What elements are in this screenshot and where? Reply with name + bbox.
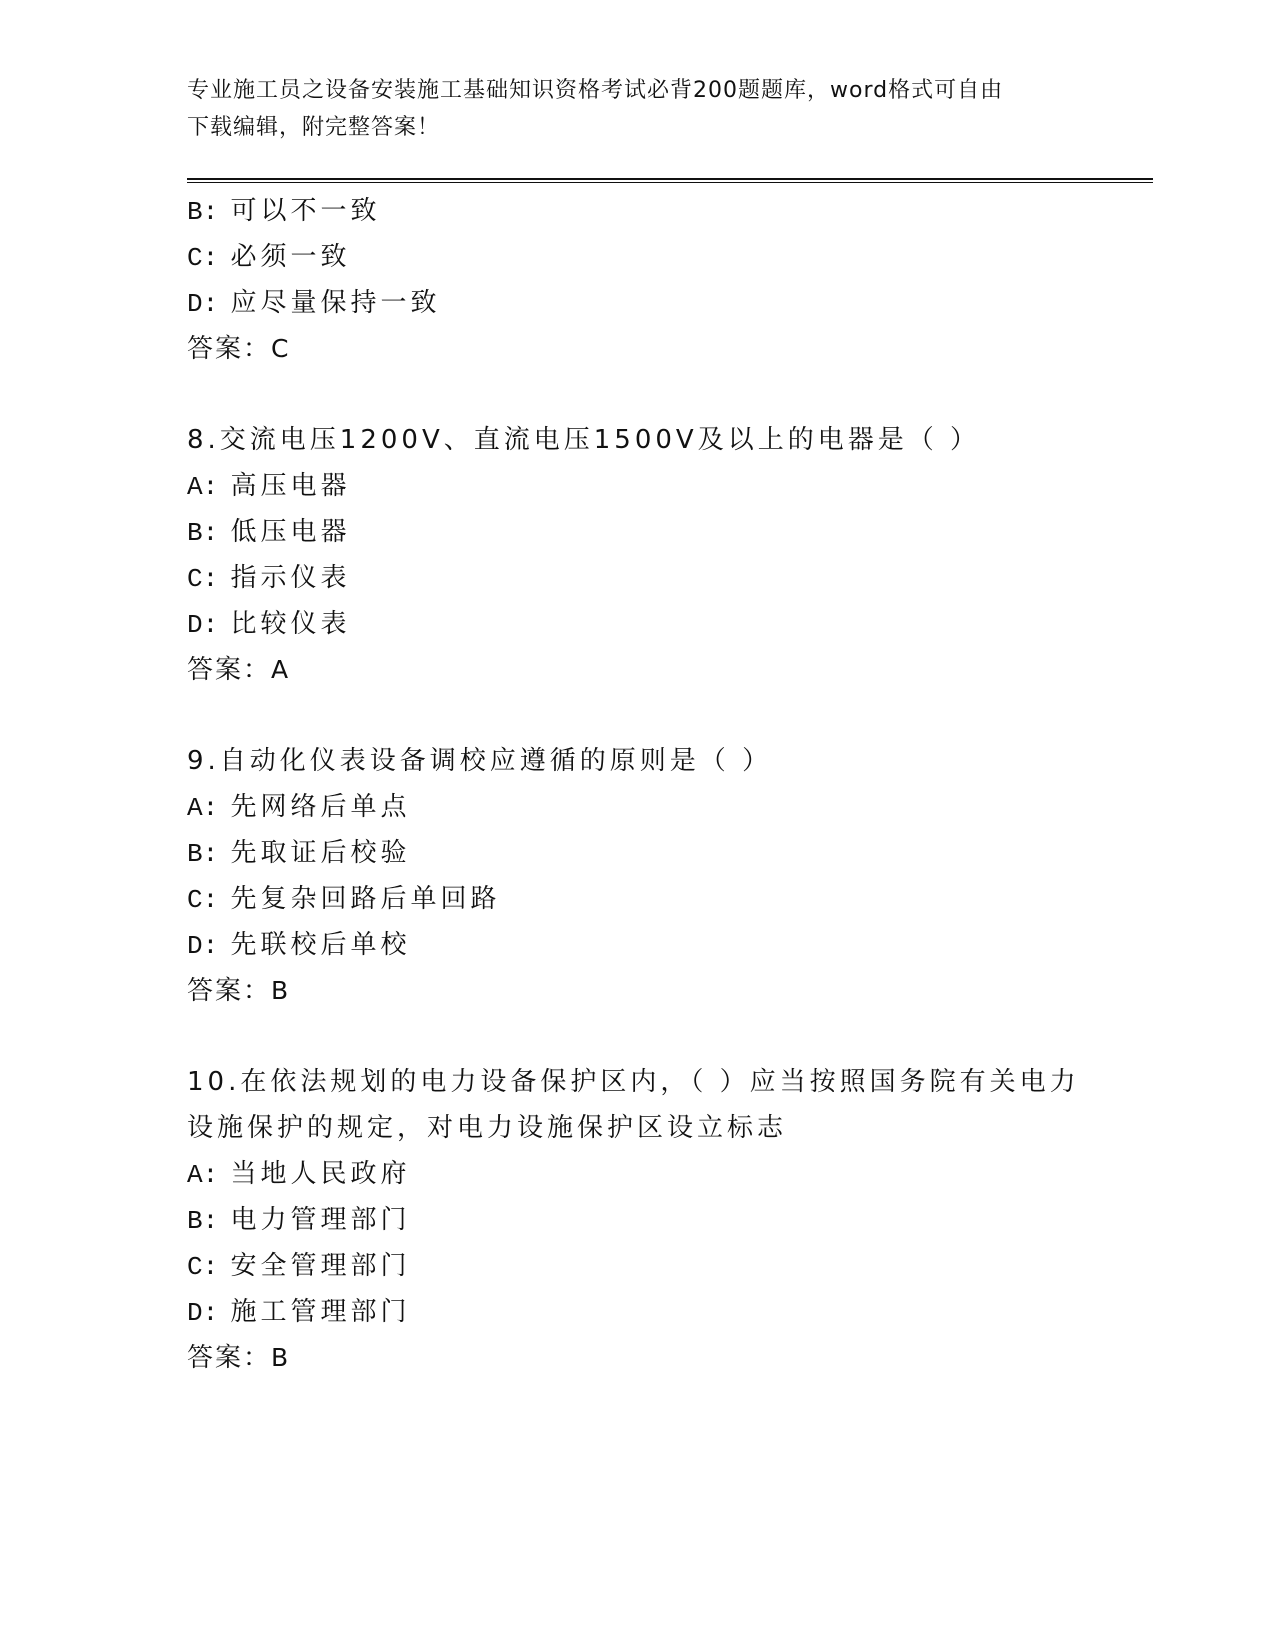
question-stem: 9.自动化仪表设备调校应遵循的原则是（ ）	[187, 746, 773, 776]
option-d: D: 施工管理部门	[187, 1297, 411, 1328]
option-d: D: 应尽量保持一致	[187, 288, 441, 319]
answer-line	[187, 326, 1153, 372]
option-text: 低压电器	[230, 517, 351, 547]
header-rule-thin	[187, 182, 1153, 183]
answer-value: C	[271, 334, 291, 363]
option-text: 指示仪表	[230, 563, 351, 593]
question-9	[187, 738, 1153, 1014]
header-line-2: 下载编辑，附完整答案！	[187, 115, 441, 140]
option-text: 先复杂回路后单回路	[230, 884, 501, 914]
question-stem-line-2: 设施保护的规定，对电力设施保护区设立标志	[187, 1113, 788, 1143]
question-8	[187, 417, 1153, 693]
option-text: 先联校后单校	[230, 930, 411, 960]
question-10	[187, 1059, 1153, 1381]
option-b: B: 可以不一致	[187, 196, 381, 227]
answer-label: 答案：	[187, 334, 272, 364]
answer-line	[187, 1335, 1153, 1381]
option-text: 高压电器	[230, 471, 351, 501]
option-b: B: 先取证后校验	[187, 838, 411, 869]
header-line-1: 专业施工员之设备安装施工基础知识资格考试必背200题题库，word格式可自由	[187, 78, 1004, 103]
question-stem-line-1: 10.在依法规划的电力设备保护区内，（ ）应当按照国务院有关电力	[187, 1067, 1080, 1097]
answer-line	[187, 968, 1153, 1014]
option-text: 比较仪表	[230, 609, 351, 639]
option-text: 必须一致	[230, 242, 351, 272]
option-text: 当地人民政府	[230, 1159, 411, 1189]
option-c: C: 安全管理部门	[187, 1251, 411, 1282]
header-rule-thick	[187, 178, 1153, 180]
answer-value: B	[271, 976, 291, 1005]
question-stem: 8.交流电压1200V、直流电压1500V及以上的电器是（ ）	[187, 425, 980, 455]
answer-label: 答案：	[187, 1343, 272, 1373]
answer-label: 答案：	[187, 655, 272, 685]
answer-line	[187, 647, 1153, 693]
option-text: 可以不一致	[230, 196, 381, 226]
answer-value: A	[271, 655, 291, 684]
option-d: D: 比较仪表	[187, 609, 351, 640]
option-text: 电力管理部门	[230, 1205, 411, 1235]
option-d: D: 先联校后单校	[187, 930, 411, 961]
answer-label: 答案：	[187, 976, 272, 1006]
option-c: C: 必须一致	[187, 242, 351, 273]
option-c: C: 先复杂回路后单回路	[187, 884, 501, 915]
option-b: B: 低压电器	[187, 517, 351, 548]
option-text: 应尽量保持一致	[230, 288, 441, 318]
option-a: A: 高压电器	[187, 471, 351, 502]
option-a: A: 先网络后单点	[187, 792, 411, 823]
option-b: B: 电力管理部门	[187, 1205, 411, 1236]
option-text: 施工管理部门	[230, 1297, 411, 1327]
option-text: 先网络后单点	[230, 792, 411, 822]
question-7-continued	[187, 188, 1153, 372]
answer-value: B	[271, 1343, 291, 1372]
option-text: 安全管理部门	[230, 1251, 411, 1281]
document-header	[187, 72, 1087, 146]
option-c: C: 指示仪表	[187, 563, 351, 594]
option-a: A: 当地人民政府	[187, 1159, 411, 1190]
question-list	[187, 188, 1153, 1381]
option-text: 先取证后校验	[230, 838, 411, 868]
